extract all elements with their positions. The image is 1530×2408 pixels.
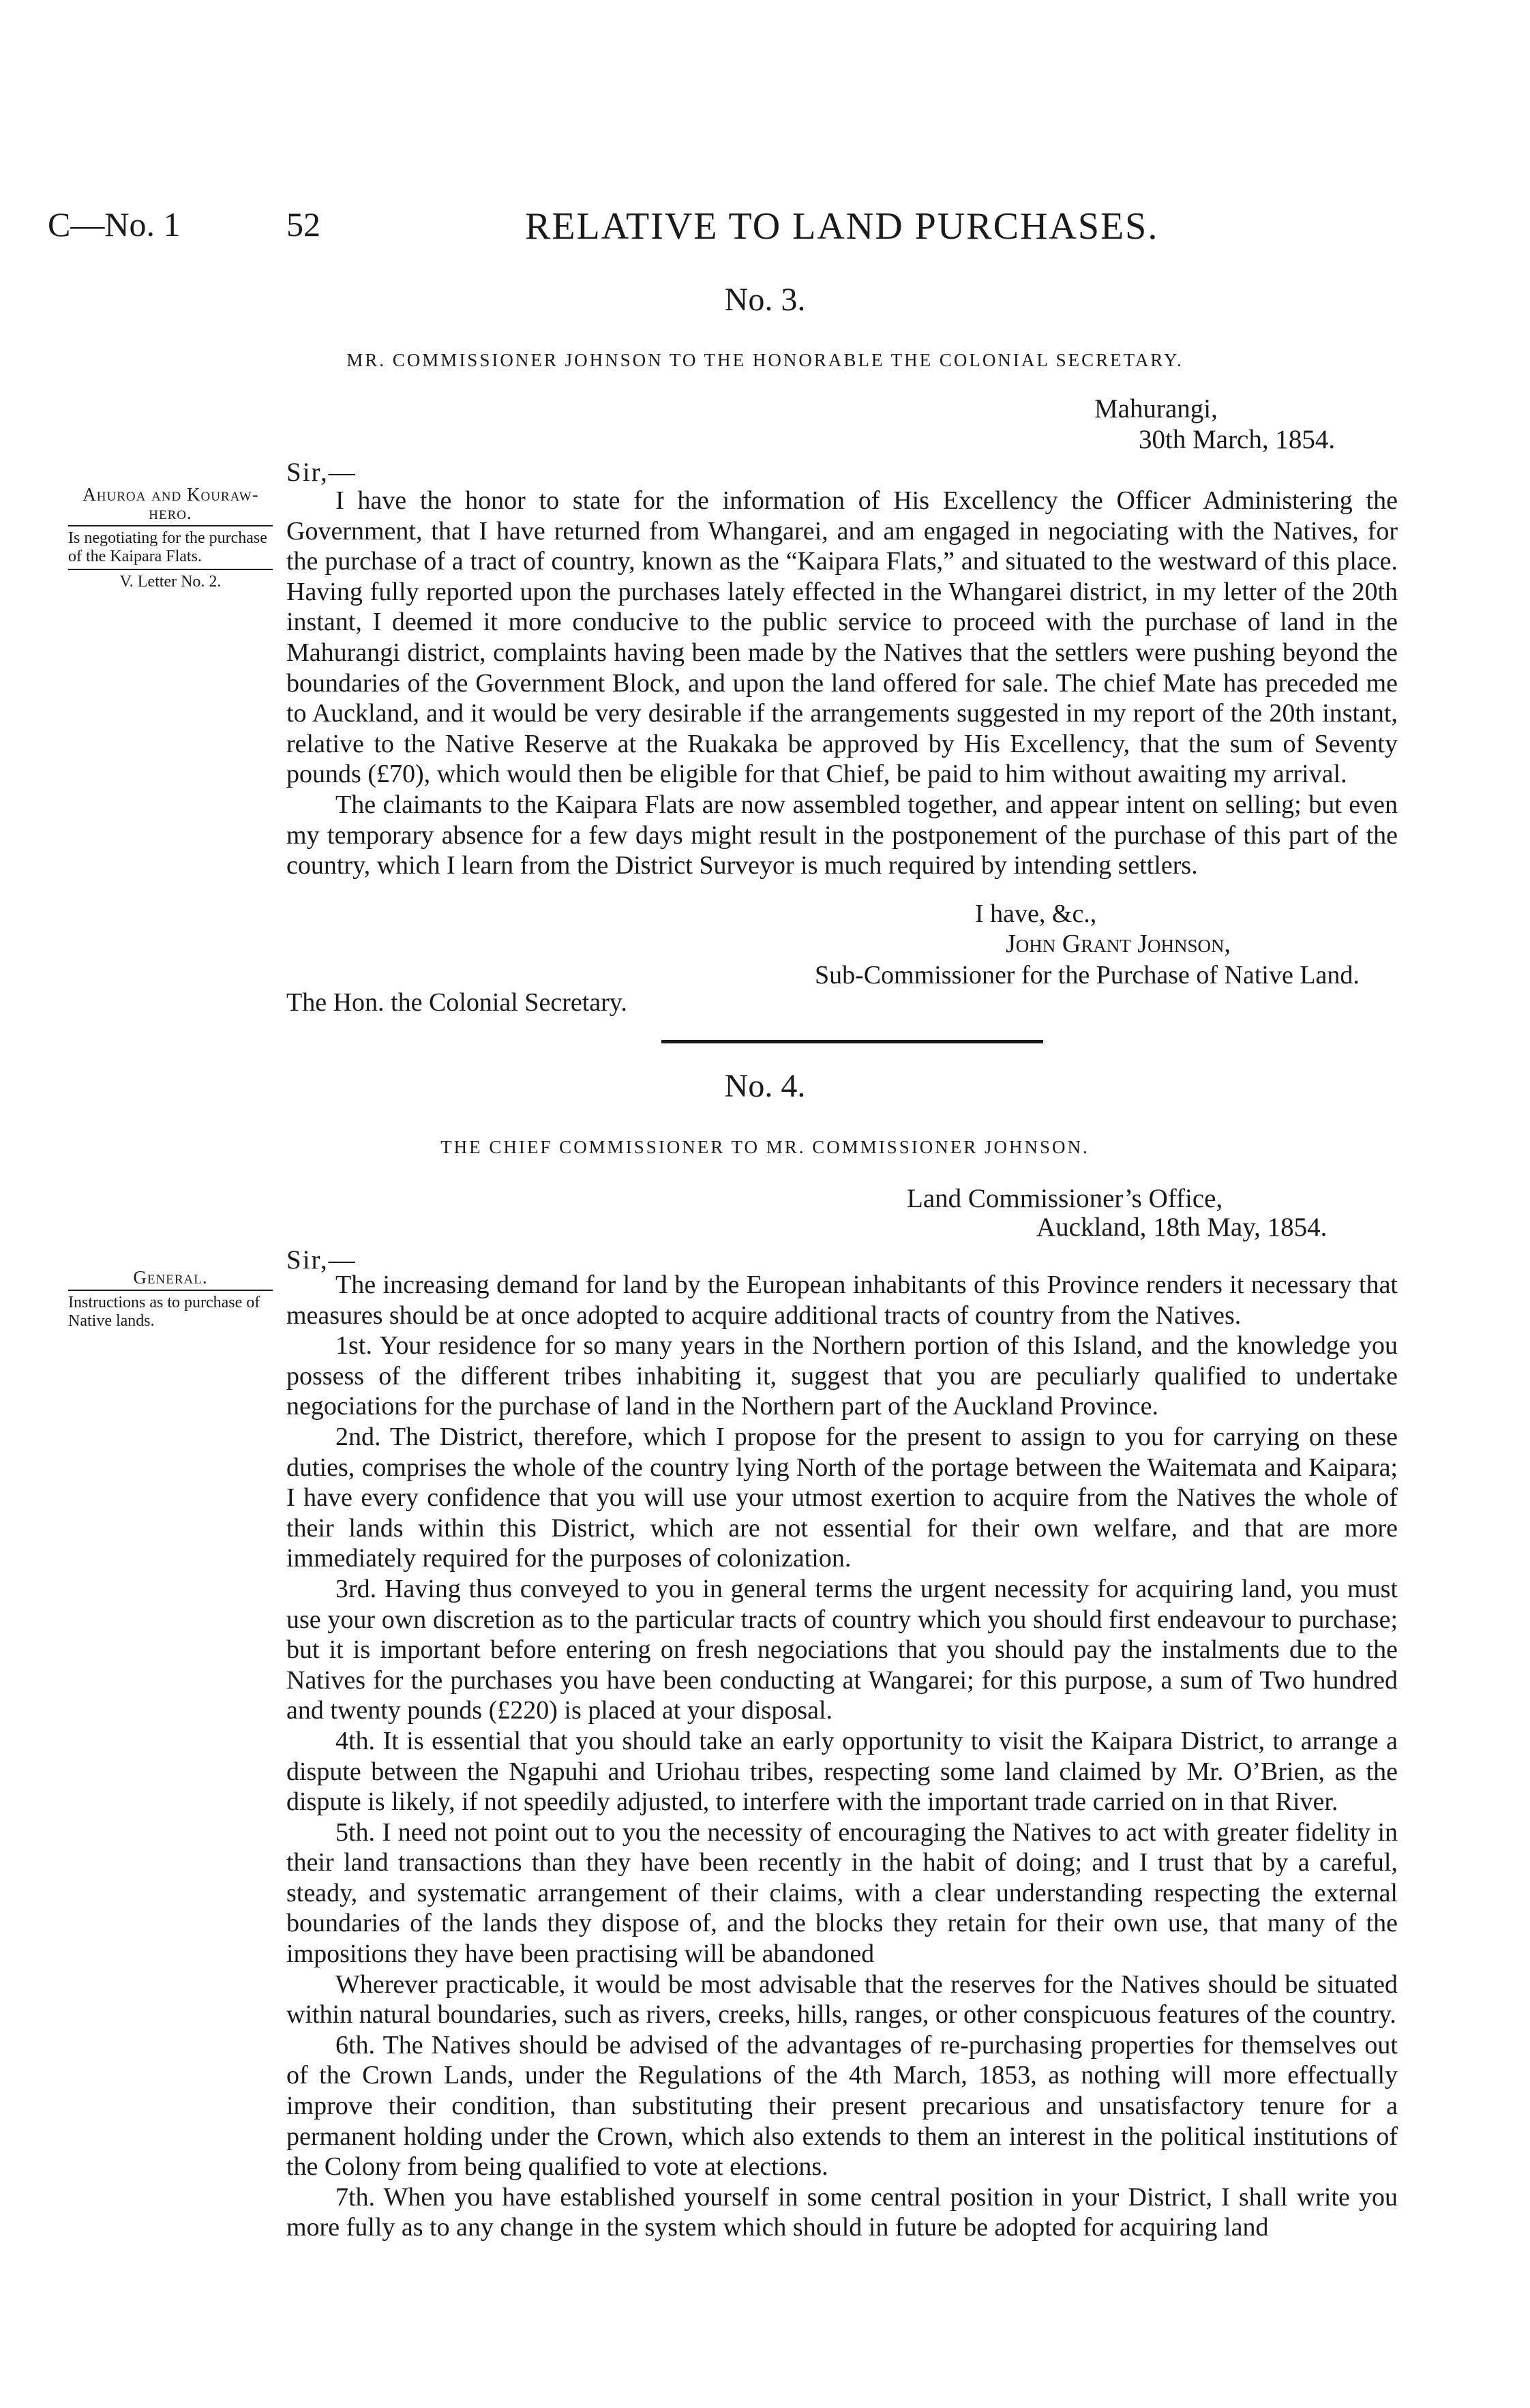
letter-3-signature: John Grant Johnson, [1006, 930, 1231, 958]
letter-4-margin-note [68, 1268, 273, 1333]
paragraph: 6th. The Natives should be advised of the advantages of re-purchasing properties for themselves out of the Crown Lands, under the Regulations of the 4th March, 1853, as nothing will more effectually improve their condition, than substituting their present precarious and unsatisfactory tenure for a permanent holding under the Crown, which also extends to them an interest in the political institutions of the Colony from being qualified to vote at elections. [286, 2030, 1398, 2182]
letter-4-place: Land Commissioner’s Office, [907, 1184, 1223, 1213]
paragraph: The increasing demand for land by the European inhabitants of this Province renders it necessary that measures should be at once adopted to acquire additional tracts of country from the Natives. [286, 1270, 1398, 1330]
letter-3-margin-note [68, 486, 273, 591]
letter-3-signature-title: Sub-Commissioner for the Purchase of Native Land. [815, 961, 1360, 990]
paragraph: 3rd. Having thus conveyed to you in general terms the urgent necessity for acquiring land, you must use your own discretion as to the particular tracts of country which you should first endeavour to purchase; but it is important before entering on fresh negociations that you should pay the instalments due to the Natives for the purchases you have been conducting at Wangarei; for this purpose, a sum of Two hundred and twenty pounds (£220) is placed at your disposal. [286, 1574, 1398, 1725]
letter-3-place: Mahurangi, [1094, 394, 1218, 423]
letter-3-date: 30th March, 1854. [1139, 425, 1336, 454]
paragraph: I have the honor to state for the information of His Excellency the Officer Administering the Government, that I have returned from Whangarei, and am engaged in negociating with the Natives, for the purchase of a tract of country, known as the “Kaipara Flats,” and situated to the westward of this place. Having fully reported upon the purchases lately effected in the Whangarei district, in my letter of the 20th instant, I deemed it more conducive to the public service to proceed with the purchase of land in the Mahurangi district, complaints having been made by the Natives that the settlers were pushing beyond the boundaries of the Government Block, and upon the land offered for sale. The chief Mate has preceded me to Auckland, and it would be very desirable if the arrangements suggested in my report of the 20th instant, relative to the Native Reserve at the Ruakaka be approved by His Excellency, that the sum of Seventy pounds (£70), which would then be eligible for that Chief, be paid to him without awaiting my arrival. [286, 486, 1398, 789]
paragraph: 1st. Your residence for so many years in the Northern portion of this Island, and the knowledge you possess of the different tribes inhabiting it, suggest that you are peculiarly qualified to undertake negociations for the purchase of land in the Northern part of the Auckland Province. [286, 1331, 1398, 1421]
page-title: RELATIVE TO LAND PURCHASES. [525, 205, 1159, 248]
paragraph: 4th. It is essential that you should take an early opportunity to visit the Kaipara District, to arrange a dispute between the Ngapuhi and Uriohau tribes, respecting some land claimed by Mr. O’Brien, as the dispute is likely, if not speedily adjusted, to interfere with the important trade carried on in that River. [286, 1726, 1398, 1817]
letter-3-closing: I have, &c., [975, 900, 1097, 928]
paragraph: 5th. I need not point out to you the necessity of encouraging the Natives to act with greater fidelity in their land transactions than they have been recently in the habit of doing; and I trust that by a careful, steady, and systematic arrangement of their claims, with a clear understanding respecting the external boundaries of the lands they dispose of, and the blocks they retain for their own use, that many of the impositions they have been practising will be abandoned [286, 1817, 1398, 1969]
paragraph: 7th. When you have established yourself in some central position in your District, I shall write you more fully as to any change in the system which should in future be adopted for acquiring land [286, 2182, 1398, 2242]
letter-4-heading: THE CHIEF COMMISSIONER TO MR. COMMISSIONER JOHNSON. [440, 1137, 1090, 1157]
paragraph: The claimants to the Kaipara Flats are now assembled together, and appear intent on selling; but even my temporary absence for a few days might result in the postponement of the purchase of this part of the country, which I learn from the District Surveyor is much required by intending settlers. [286, 790, 1398, 880]
letter-4-number: No. 4. [724, 1068, 806, 1104]
margin-note-head: Ahuroa and Kourawhero. [68, 486, 273, 526]
margin-note-head: General. [68, 1268, 273, 1291]
letter-4-salutation: Sir,— [286, 1245, 357, 1275]
letter-3-body [286, 486, 1398, 881]
letter-3-addressee: The Hon. the Colonial Secretary. [286, 988, 627, 1017]
paragraph: Wherever practicable, it would be most advisable that the reserves for the Natives should be situated within natural boundaries, such as rivers, creeks, hills, ranges, or other conspicuous features of the country. [286, 1969, 1398, 2030]
letter-3-heading: MR. COMMISSIONER JOHNSON TO THE HONORABLE THE COLONIAL SECRETARY. [346, 350, 1184, 370]
margin-note-body: Is negotiating for the purchase of the Kaipara Flats. [68, 529, 273, 570]
letter-4-body [286, 1270, 1398, 2243]
letter-3-number: No. 3. [724, 282, 806, 318]
margin-note-body: Instructions as to purchase of Native lands. [68, 1294, 260, 1330]
section-divider [661, 1040, 1043, 1043]
page-number: 52 [286, 205, 320, 243]
series-number: C—No. 1 [48, 205, 181, 243]
running-head [48, 205, 1439, 259]
letter-4-date: Auckland, 18th May, 1854. [1036, 1213, 1328, 1242]
paragraph: 2nd. The District, therefore, which I propose for the present to assign to you for carrying on these duties, comprises the whole of the country lying North of the portage between the Waitemata and Kaipara; I have every confidence that you will use your utmost exertion to acquire from the Natives the whole of their lands within this District, which are not essential for their own welfare, and that are more immediately required for the purposes of colonization. [286, 1422, 1398, 1573]
margin-note-reference: V. Letter No. 2. [119, 573, 222, 591]
letter-3-salutation: Sir,— [286, 458, 357, 487]
